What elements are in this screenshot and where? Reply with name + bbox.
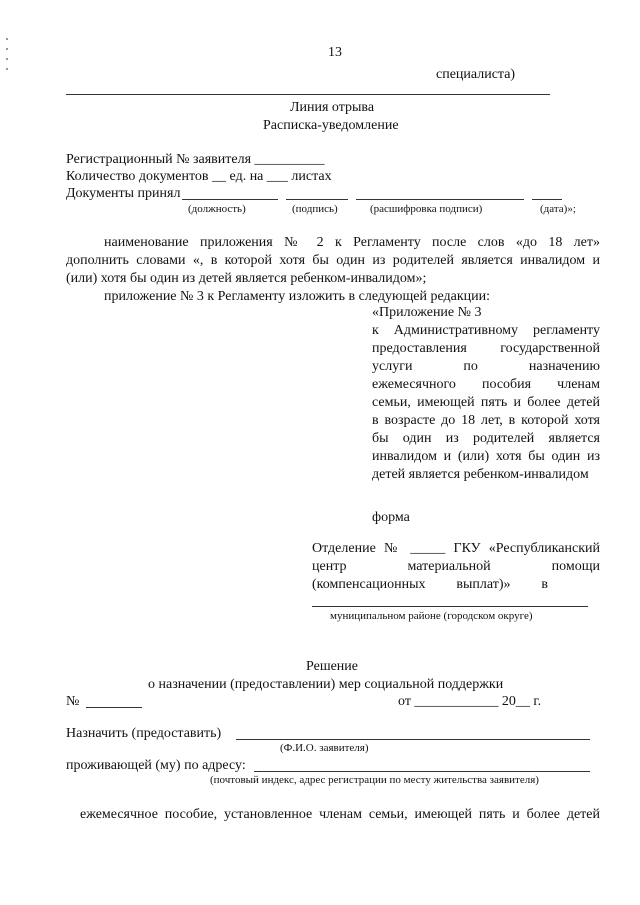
page-number: 13 — [328, 45, 342, 60]
residing-label: проживающей (му) по адресу: — [66, 758, 246, 773]
docs-accepted-label: Документы принял — [66, 186, 181, 201]
scan-mark — [6, 48, 8, 50]
appendix-line-7: бы один из родителей является — [372, 431, 600, 446]
applicant-caption: (Ф.И.О. заявителя) — [280, 742, 369, 754]
assign-label: Назначить (предоставить) — [66, 726, 222, 741]
appendix-line-9: детей является ребенком-инвалидом — [372, 467, 589, 482]
blank-decoding — [356, 199, 524, 200]
para2: приложение № 3 к Регламенту изложить в следующей редакции: — [104, 289, 490, 304]
header-fragment: специалиста) — [436, 67, 516, 82]
appendix-line-8: инвалидом и (или) хотя бы один из — [372, 449, 600, 464]
address-blank — [254, 771, 590, 772]
blank-signature — [286, 199, 348, 200]
caption-date: (дата)»; — [540, 203, 576, 215]
registration-line: Регистрационный № заявителя __________ — [66, 152, 325, 167]
appendix-line-6: в возрасте до 18 лет, в которой хотя — [372, 413, 600, 428]
docs-count-line: Количество документов __ ед. на ___ листах — [66, 169, 332, 184]
scan-mark — [6, 58, 8, 60]
receipt-title: Расписка-уведомление — [263, 118, 399, 133]
district-blank — [312, 606, 588, 607]
blank-position — [182, 199, 278, 200]
appendix-line-4: ежемесячного пособия членам — [372, 377, 600, 392]
appendix-line-5: семьи, имеющей пять и более детей — [372, 395, 600, 410]
scan-mark — [6, 38, 8, 40]
blank-date — [532, 199, 562, 200]
para1-line2: дополнить словами «, в которой хотя бы один из родителей является инвалидом и — [66, 253, 600, 268]
number-label: № — [66, 694, 80, 709]
tear-line-label: Линия отрыва — [290, 100, 375, 115]
decision-subtitle: о назначении (предоставлении) мер социальной поддержки — [148, 677, 504, 692]
para1-line3: (или) хотя бы один из детей является ребенком-инвалидом»; — [66, 271, 427, 286]
tear-separator — [66, 94, 550, 95]
caption-position: (должность) — [188, 203, 246, 215]
caption-decoding: (расшифровка подписи) — [370, 203, 483, 215]
appendix-line-2: предоставления государственной — [372, 341, 600, 356]
appendix-line-0: «Приложение № 3 — [372, 305, 482, 320]
para1-line1: наименование приложения № 2 к Регламенту после слов «до 18 лет» — [104, 235, 600, 250]
caption-signature: (подпись) — [292, 203, 338, 215]
appendix-line-1: к Административному регламенту — [372, 323, 600, 338]
decision-title: Решение — [306, 659, 359, 674]
district-caption: муниципальном районе (городском округе) — [330, 610, 533, 622]
office-line-0: Отделение № _____ ГКУ «Республиканский — [312, 541, 600, 556]
scan-mark — [6, 68, 8, 70]
assign-blank — [236, 739, 590, 740]
number-blank — [86, 707, 142, 708]
date-line: от ____________ 20__ г. — [398, 694, 542, 709]
form-label: форма — [372, 510, 410, 525]
address-caption: (почтовый индекс, адрес регистрации по месту жительства заявителя) — [210, 774, 539, 786]
office-line-1: центр материальной помощи — [312, 559, 600, 574]
appendix-line-3: услуги по назначению — [372, 359, 600, 374]
last-line: ежемесячное пособие, установленное членам семьи, имеющей пять и более детей — [80, 807, 600, 822]
office-line-2: (компенсационных выплат)» в — [312, 577, 548, 592]
